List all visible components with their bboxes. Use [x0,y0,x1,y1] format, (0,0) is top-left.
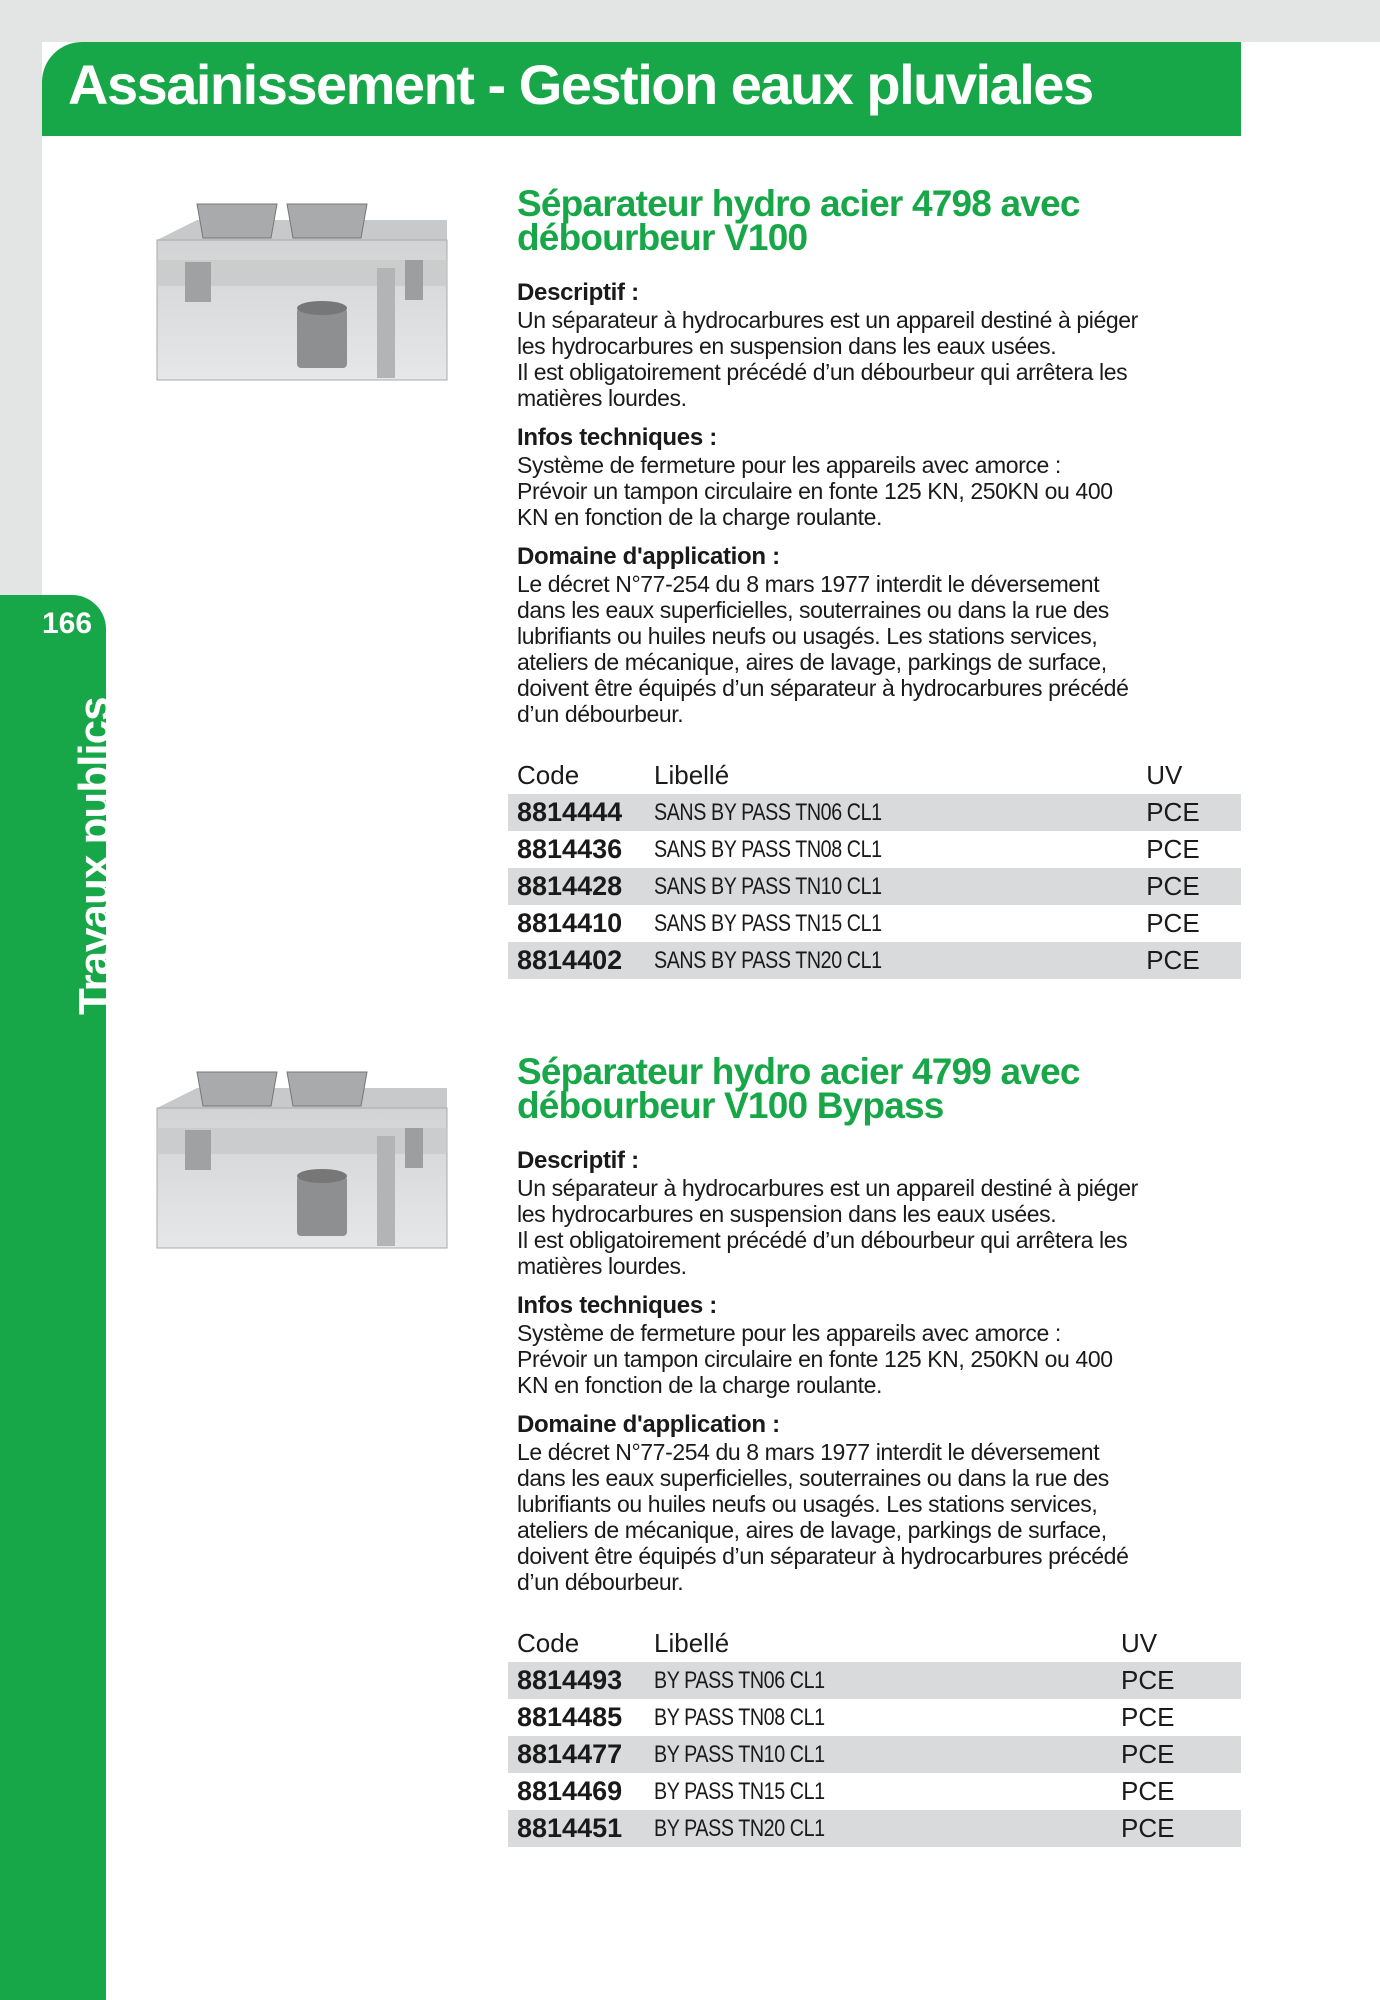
infos-text: Système de fermeture pour les appareils avec amorce : [517,1320,1061,1346]
cell-libelle [654,942,1146,979]
page-header [42,42,1241,136]
domaine-text: dans les eaux superficielles, souterraines ou dans la rue des [517,1465,1109,1491]
section-label: Travaux publics [70,697,119,1015]
product-title: Séparateur hydro acier 4798 avec [517,183,1080,224]
descriptif-text: Un séparateur à hydrocarbures est un appareil destiné à piéger [517,307,1138,333]
table-row [508,1699,1241,1736]
cell-libelle [654,794,1146,831]
domaine-text: doivent être équipés d’un séparateur à hydrocarbures précédé [517,1543,1129,1569]
product-image [147,1066,453,1252]
descriptif-text: Il est obligatoirement précédé d’un débourbeur qui arrêtera les [517,359,1128,385]
cell-libelle [654,1773,1121,1810]
page-title: Assainissement - Gestion eaux pluviales [68,53,1093,116]
cell-libelle [654,868,1146,905]
infos-text: KN en fonction de la charge roulante. [517,504,882,530]
cell-code: 8814436 [517,834,623,864]
cell-code: 8814428 [508,868,654,905]
cell-code: 8814485 [517,1702,623,1732]
domaine-text: dans les eaux superficielles, souterraines ou dans la rue des [517,597,1109,623]
domaine-label: Domaine d'application : [517,1411,780,1438]
infos-label: Infos techniques : [517,424,717,451]
cell-libelle [654,1736,1121,1773]
cell-uv: PCE [1121,1736,1241,1773]
domaine-text: d’un débourbeur. [517,1569,684,1595]
cell-libelle [654,1810,1121,1847]
table-row [508,905,1241,942]
domaine-text: Le décret N°77-254 du 8 mars 1977 interdit le déversement [517,571,1100,597]
table-row [508,1662,1241,1699]
col-libelle: Libellé [654,1627,730,1658]
domaine-text: doivent être équipés d’un séparateur à hydrocarbures précédé [517,675,1129,701]
cell-uv: PCE [1121,1810,1241,1847]
libelle-text: SANS BY PASS TN06 CL1 [654,798,882,826]
cell-uv: PCE [1121,1702,1175,1732]
product-title: débourbeur V100 [517,217,808,258]
cell-uv: PCE [1146,908,1200,938]
cell-libelle [654,1699,1121,1736]
table-row [508,1736,1241,1773]
product-table [508,756,1241,979]
col-code: Code [517,1627,580,1658]
domaine-text: ateliers de mécanique, aires de lavage, parkings de surface, [517,649,1107,675]
infos-text: Prévoir un tampon circulaire en fonte 125 KN, 250KN ou 400 [517,1346,1113,1372]
cell-uv: PCE [1121,1662,1241,1699]
product-section [517,183,1241,727]
descriptif-text: Un séparateur à hydrocarbures est un appareil destiné à piéger [517,1175,1138,1201]
table-row [508,794,1241,831]
page-number: 166 [42,607,93,640]
col-libelle: Libellé [654,759,730,790]
libelle-text: BY PASS TN15 CL1 [654,1777,825,1805]
descriptif-text: les hydrocarbures en suspension dans les eaux usées. [517,1201,1057,1227]
table-header [508,1624,1241,1662]
table-row [508,868,1241,905]
descriptif-label: Descriptif : [517,279,639,306]
cell-uv: PCE [1121,1776,1175,1806]
cell-uv: PCE [1146,868,1241,905]
libelle-text: BY PASS TN10 CL1 [654,1740,825,1768]
cell-uv: PCE [1146,942,1241,979]
domaine-text: lubrifiants ou huiles neufs ou usagés. Les stations services, [517,623,1098,649]
col-uv: UV [1146,759,1183,790]
cell-code: 8814410 [517,908,623,938]
product-title: débourbeur V100 Bypass [517,1085,944,1126]
left-band [0,0,42,600]
domaine-text: lubrifiants ou huiles neufs ou usagés. Les stations services, [517,1491,1098,1517]
cell-code: 8814444 [508,794,654,831]
libelle-text: SANS BY PASS TN15 CL1 [654,909,882,937]
domaine-text: Le décret N°77-254 du 8 mars 1977 interdit le déversement [517,1439,1100,1465]
libelle-text: SANS BY PASS TN20 CL1 [654,946,882,974]
infos-text: Système de fermeture pour les appareils avec amorce : [517,452,1061,478]
cell-libelle [654,1662,1121,1699]
product-image [147,198,453,384]
domaine-text: ateliers de mécanique, aires de lavage, parkings de surface, [517,1517,1107,1543]
infos-label: Infos techniques : [517,1292,717,1319]
cell-libelle [654,905,1146,942]
domaine-text: d’un débourbeur. [517,701,684,727]
table-row [508,942,1241,979]
libelle-text: BY PASS TN06 CL1 [654,1666,825,1694]
cell-code: 8814402 [508,942,654,979]
libelle-text: BY PASS TN08 CL1 [654,1703,825,1731]
col-uv: UV [1121,1627,1158,1658]
product-title: Séparateur hydro acier 4799 avec [517,1051,1080,1092]
descriptif-text: Il est obligatoirement précédé d’un débourbeur qui arrêtera les [517,1227,1128,1253]
cell-code: 8814477 [508,1736,654,1773]
cell-libelle [654,831,1146,868]
libelle-text: SANS BY PASS TN10 CL1 [654,872,882,900]
table-row [508,831,1241,868]
product-table [508,1624,1241,1847]
infos-text: Prévoir un tampon circulaire en fonte 125 KN, 250KN ou 400 [517,478,1113,504]
table-row [508,1810,1241,1847]
table-row [508,1773,1241,1810]
cell-code: 8814451 [508,1810,654,1847]
product-section [517,1051,1241,1595]
col-code: Code [517,759,580,790]
descriptif-text: les hydrocarbures en suspension dans les eaux usées. [517,333,1057,359]
infos-text: KN en fonction de la charge roulante. [517,1372,882,1398]
top-band [0,0,1380,42]
cell-uv: PCE [1146,834,1200,864]
cell-code: 8814469 [517,1776,623,1806]
descriptif-text: matières lourdes. [517,385,687,411]
libelle-text: SANS BY PASS TN08 CL1 [654,835,882,863]
table-header [508,756,1241,794]
descriptif-text: matières lourdes. [517,1253,687,1279]
descriptif-label: Descriptif : [517,1147,639,1174]
cell-uv: PCE [1146,794,1241,831]
cell-code: 8814493 [508,1662,654,1699]
domaine-label: Domaine d'application : [517,543,780,570]
libelle-text: BY PASS TN20 CL1 [654,1814,825,1842]
